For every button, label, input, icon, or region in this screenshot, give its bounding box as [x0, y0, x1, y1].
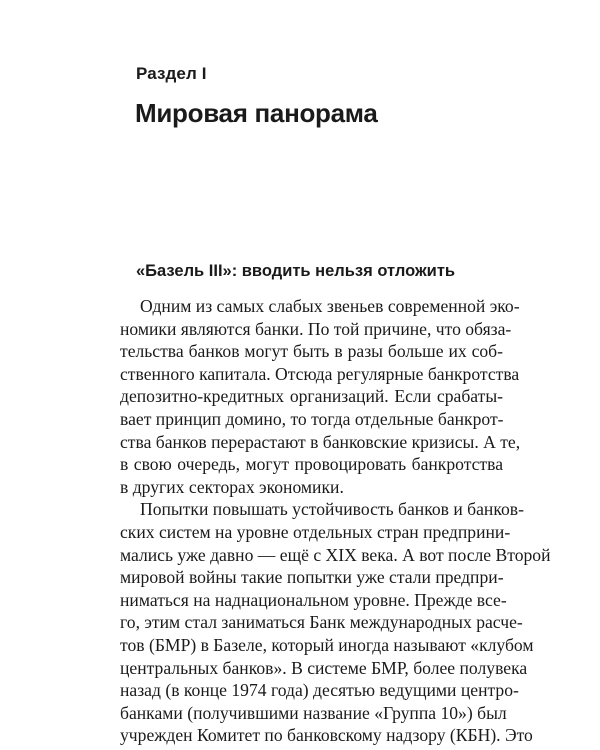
text-line: Попытки повышать устойчивость банков и банков- [140, 499, 524, 520]
text-line: тов (БМР) в Базеле, который иногда называют «клубом [120, 634, 534, 655]
text-line: центральных банков». В системе БМР, более полувека [120, 657, 528, 678]
text-line: депозитно-кредитных организаций. Если срабаты- [120, 386, 503, 407]
subsection-title: «Базель III»: вводить нельзя отложить [136, 262, 456, 280]
section-label: Раздел I [136, 64, 207, 83]
text-line: банками (получившими название «Группа 10») был [120, 702, 507, 723]
text-line: мировой войны такие попытки уже стали предпри- [120, 567, 504, 588]
text-line: номики являются банки. По той причине, что обяза- [120, 318, 512, 339]
text-line: ства банков перерастают в банковские кризисы. А те, [120, 431, 521, 452]
paragraph-2 [120, 498, 551, 747]
text-line: вает принцип домино, то тогда отдельные банкрот- [120, 408, 504, 429]
section-title: Мировая панорама [135, 98, 378, 128]
text-line: го, этим стал заниматься Банк международных расче- [120, 612, 523, 633]
text-line: тельства банков могут быть в разы больше их соб- [120, 341, 503, 362]
text-line: Одним из самых слабых звеньев современной эко- [140, 296, 520, 316]
text-line: мались уже давно — ещё с XIX века. А вот после Второй [120, 544, 551, 565]
body-text [120, 295, 551, 747]
text-line: ниматься на наднациональном уровне. Прежде все- [120, 589, 507, 610]
paragraph-1 [120, 295, 521, 498]
text-line: ственного капитала. Отсюда регулярные банкротства [120, 363, 520, 384]
text-line: в других секторах экономики. [120, 476, 344, 497]
text-line: ских систем на уровне отдельных стран предприни- [120, 521, 511, 542]
text-line: в свою очередь, могут провоцировать банкротства [120, 454, 503, 475]
text-line: назад (в конце 1974 года) десятью ведущими центро- [120, 680, 519, 701]
text-line: учрежден Комитет по банковскому надзору (КБН). Это [120, 725, 533, 746]
